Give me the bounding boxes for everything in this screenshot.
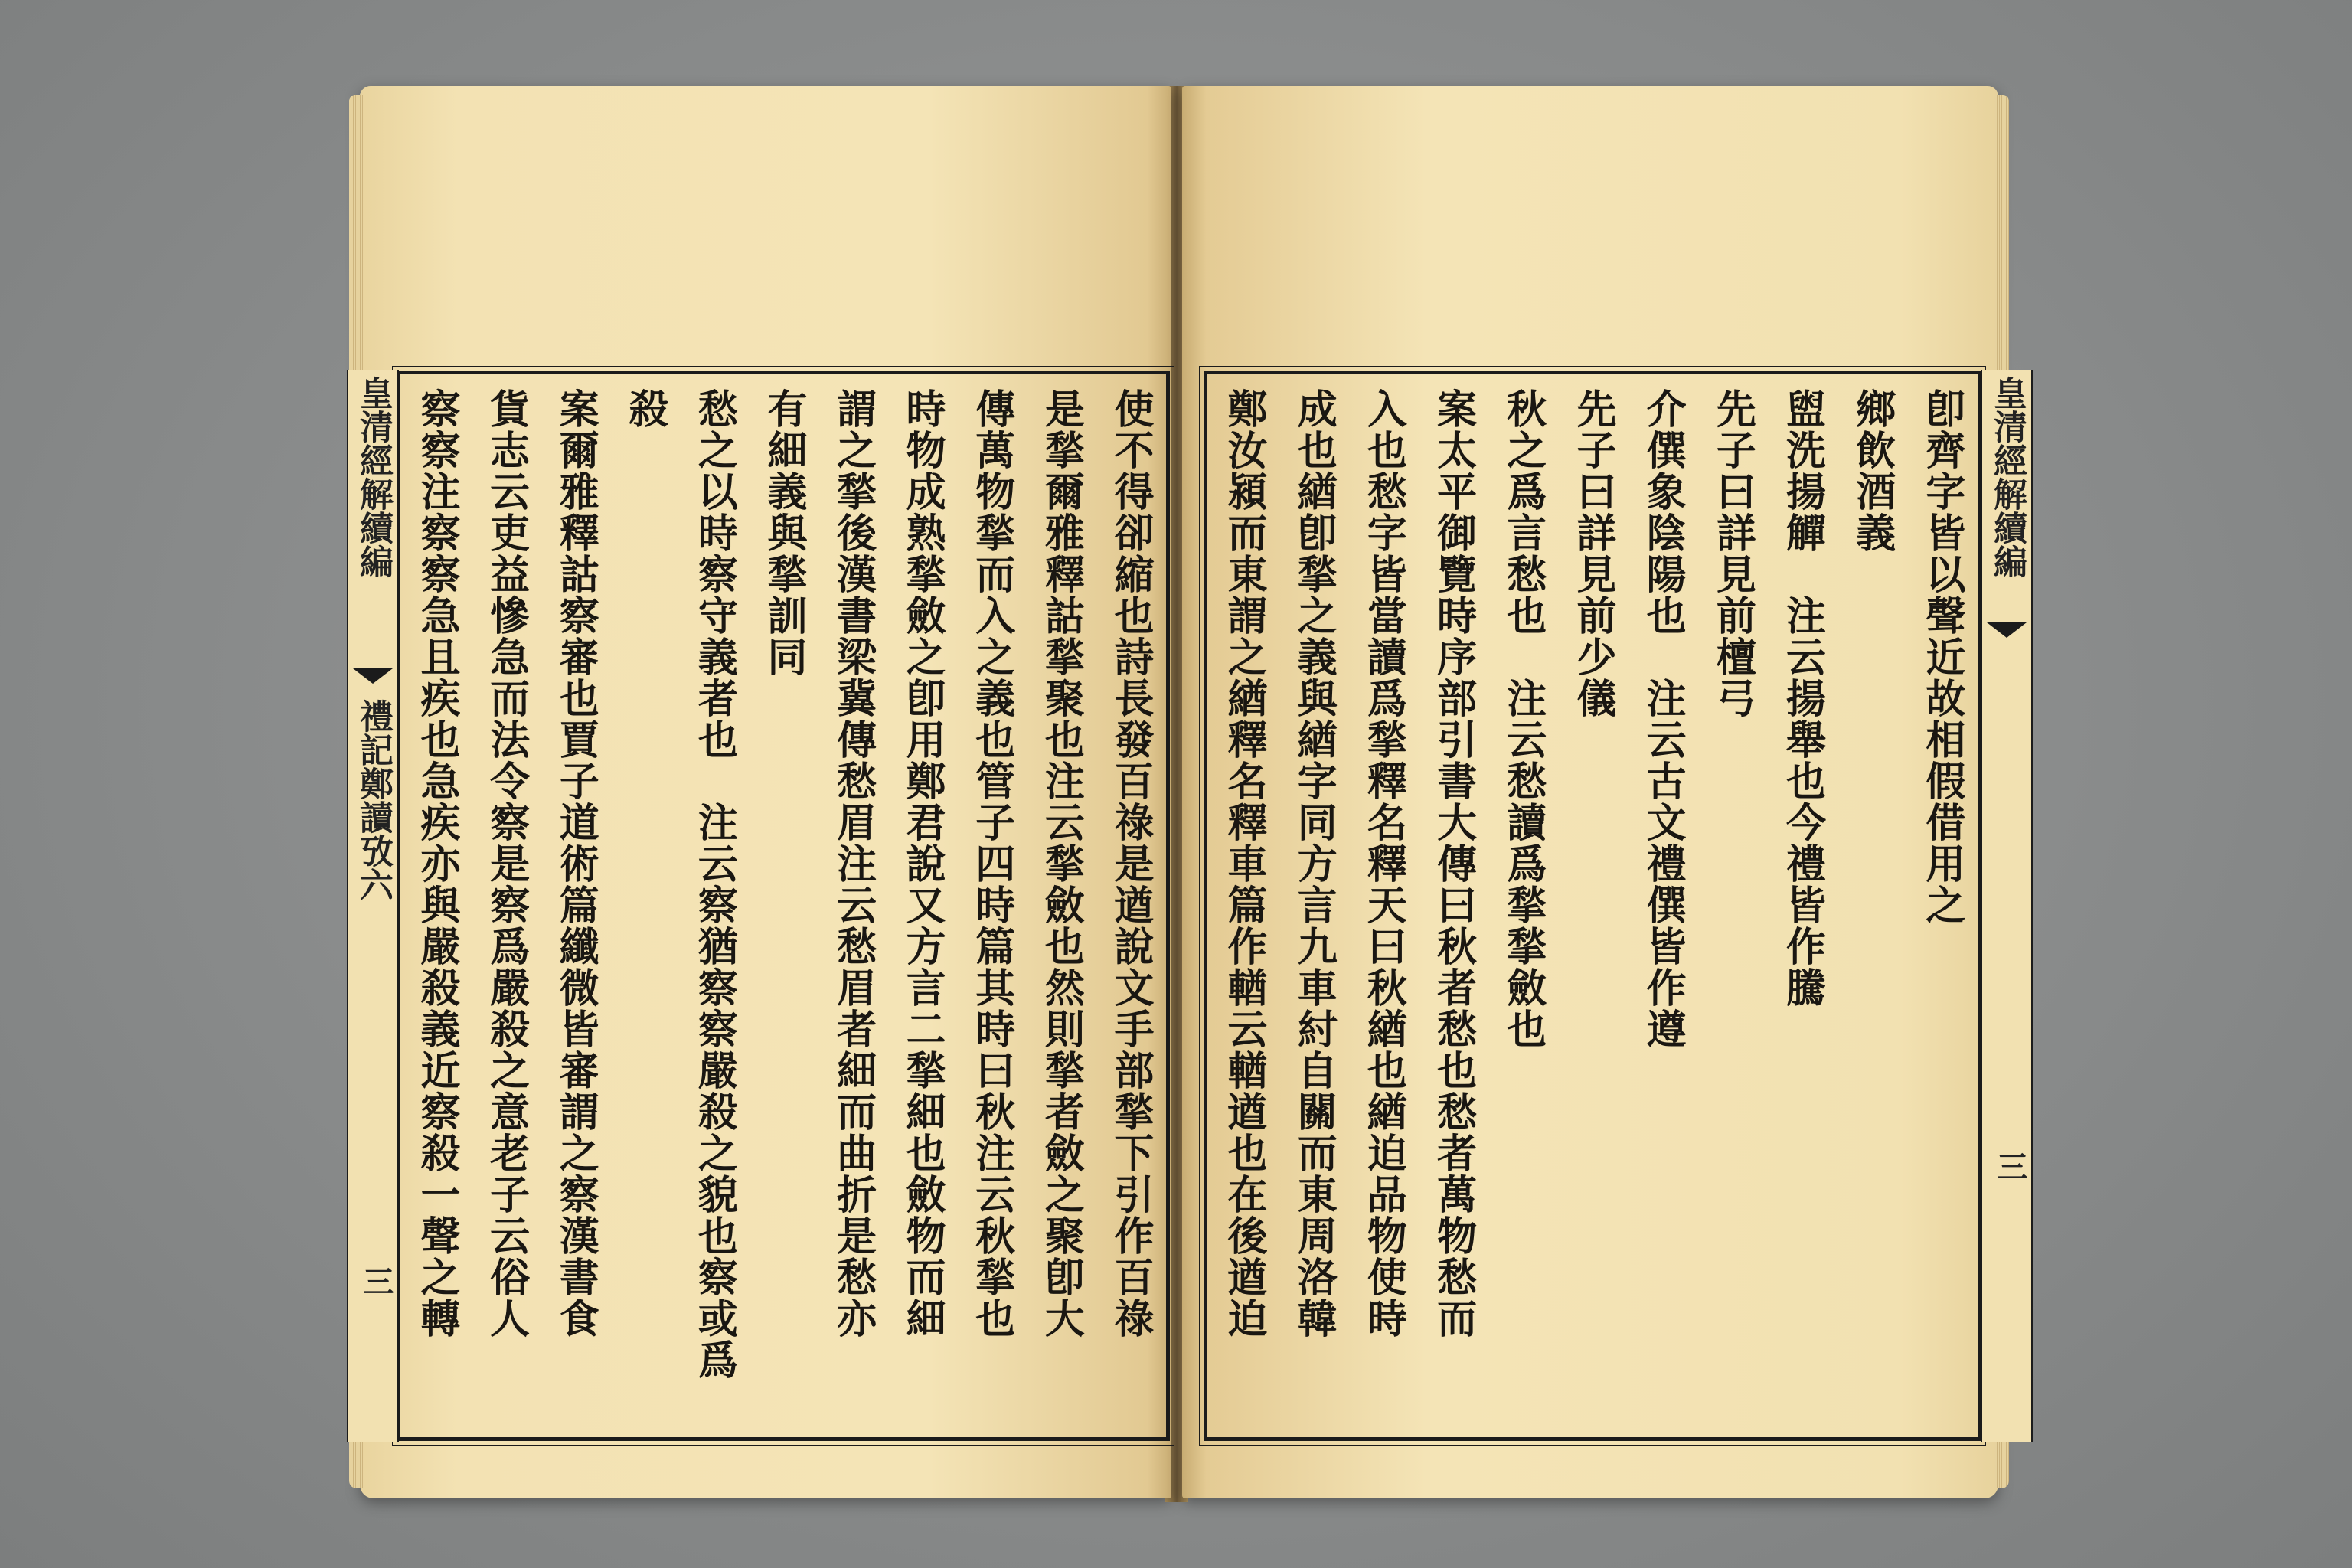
right-page	[1182, 86, 2028, 1498]
text-column: 卽齊字皆以聲近故相假借用之	[1918, 388, 1965, 926]
text-column: 案爾雅釋詁察審也賈子道術篇纖微皆審謂之察漢書食	[552, 388, 599, 1339]
text-column: 鄭汝潁而東謂之緧釋名釋車篇作輶云輶遒也在後遒迫	[1220, 388, 1267, 1339]
left-text-columns	[408, 379, 1158, 1432]
left-text-frame	[354, 371, 1170, 1441]
open-book	[354, 86, 2028, 1502]
fish-tail-mark	[353, 668, 393, 684]
right-text-columns	[1215, 379, 1970, 1432]
text-column: 鄉飲酒義	[1848, 388, 1896, 554]
text-column: 入也愁字皆當讀爲揫釋名釋天曰秋緧也緧迫品物使時	[1360, 388, 1407, 1339]
right-banner-title: 皇清經解續編	[1988, 376, 2027, 578]
fish-tail-mark	[1987, 622, 2027, 638]
text-column: 使不得卻縮也詩長發百祿是遒說文手部揫下引作百祿	[1106, 388, 1154, 1339]
text-column: 謂之揫後漢書梁冀傳愁眉注云愁眉者細而曲折是愁亦	[829, 388, 877, 1339]
text-column: 傳萬物揫而入之義也管子四時篇其時曰秋注云秋揫也	[968, 388, 1015, 1339]
text-column: 先子曰詳見前少儀	[1569, 388, 1616, 719]
text-column: 案太平御覽時序部引書大傳曰秋者愁也愁者萬物愁而	[1429, 388, 1477, 1339]
left-banner-column	[347, 370, 399, 1442]
left-banner-subtitle: 禮記鄭讀攷六	[354, 699, 393, 901]
left-page-number: 三	[358, 1266, 394, 1296]
text-column: 殺	[621, 388, 668, 430]
text-column: 有細義與揫訓同	[760, 388, 807, 678]
text-column: 察察注察察急且疾也急疾亦與嚴殺義近察殺一聲之轉	[413, 388, 460, 1339]
text-column: 貨志云吏益慘急而法令察是察爲嚴殺之意老子云俗人	[482, 388, 530, 1339]
text-column: 時物成熟揫斂之卽用鄭君說又方言二揫細也斂物而細	[899, 388, 946, 1339]
right-page-number: 三	[1992, 1151, 2028, 1181]
text-column: 成也緧卽揫之義與緧字同方言九車紂自關而東周洛韓	[1290, 388, 1338, 1339]
right-text-frame	[1204, 371, 2028, 1441]
text-column: 秋之爲言愁也 注云愁讀爲揫揫斂也	[1499, 388, 1547, 1050]
text-column: 先子曰詳見前檀弓	[1709, 388, 1756, 719]
text-column: 愁之以時察守義者也 注云察猶察察嚴殺之貌也察或爲	[691, 388, 738, 1380]
left-page	[354, 86, 1171, 1498]
right-banner-column	[1981, 370, 2033, 1442]
left-banner-title: 皇清經解續編	[354, 376, 393, 578]
text-column: 是揫爾雅釋詁揫聚也注云揫斂也然則揫者斂之聚卽大	[1037, 388, 1085, 1339]
text-column: 介僎象陰陽也 注云古文禮僎皆作遵	[1639, 388, 1687, 1050]
text-column: 盥洗揚觶 注云揚舉也今禮皆作騰	[1779, 388, 1826, 1008]
